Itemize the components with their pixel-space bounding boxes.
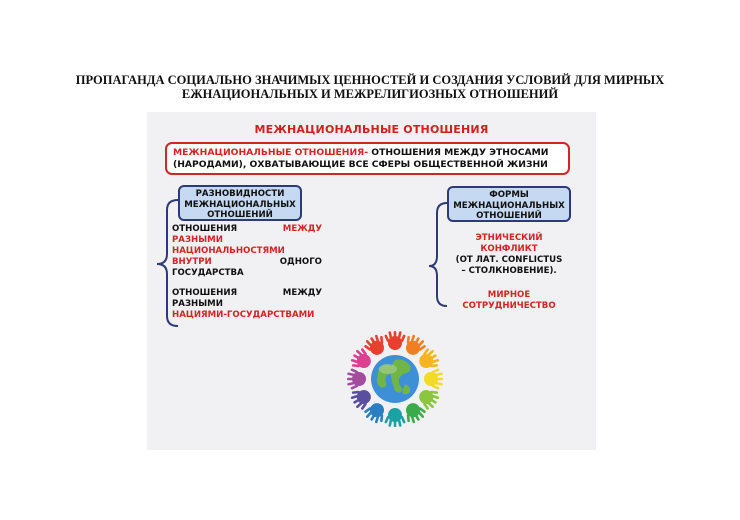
hand-icon [384, 331, 406, 350]
page-title [60, 73, 680, 101]
types-item2-w4: НАЦИЯМИ-ГОСУДАРСТВАМИ [172, 310, 315, 320]
types-item-1 [172, 224, 322, 279]
types-box [178, 185, 302, 221]
forms-title-line1: ФОРМЫ [489, 190, 529, 200]
hand-icon [424, 368, 443, 390]
types-item1-w1: ОТНОШЕНИЯ [172, 224, 238, 234]
types-item1-w2: МЕЖДУ [282, 224, 322, 234]
hand-icon [384, 408, 406, 427]
forms-item2-line1: МИРНОЕ [487, 290, 531, 300]
forms-item1-line2: КОНФЛИКТ [480, 244, 538, 254]
types-item1-w7: ГОСУДАРСТВА [172, 268, 244, 278]
types-title-line1: РАЗНОВИДНОСТИ [195, 189, 285, 199]
types-item-2 [172, 288, 322, 321]
page-title-line1: ПРОПАГАНДА СОЦИАЛЬНО ЗНАЧИМЫХ ЦЕННОСТЕЙ И СОЗДАНИЯ УСЛОВИЙ ДЛЯ МИРНЫХ [75, 73, 665, 87]
forms-item-cooperation [447, 290, 571, 312]
globe-with-hands-icon [335, 322, 455, 437]
types-item1-w6: ОДНОГО [279, 257, 322, 267]
types-item2-w3: РАЗНЫМИ [172, 299, 223, 309]
forms-item1-note-line1: (ОТ ЛАТ. CONFLICTUS [455, 255, 563, 265]
definition-text-line1: ОТНОШЕНИЯ МЕЖДУ ЭТНОСАМИ [368, 147, 549, 158]
types-item2-w2: МЕЖДУ [282, 288, 322, 298]
diagram-panel [147, 112, 596, 450]
right-bracket [429, 203, 447, 306]
definition-text-line2: (НАРОДАМИ), ОХВАТЫВАЮЩИЕ ВСЕ СФЕРЫ ОБЩЕСТВЕННОЙ ЖИЗНИ [173, 159, 548, 170]
globe-highlight [379, 364, 397, 374]
hand-icon [347, 368, 366, 390]
types-item2-w1: ОТНОШЕНИЯ [172, 288, 238, 298]
forms-box [447, 186, 571, 222]
types-item1-w3: РАЗНЫМИ [172, 235, 223, 245]
forms-item2-line2: СОТРУДНИЧЕСТВО [462, 301, 556, 311]
definition-term: МЕЖНАЦИОНАЛЬНЫЕ ОТНОШЕНИЯ- [173, 147, 369, 158]
types-item1-w5: ВНУТРИ [172, 257, 212, 267]
diagram-heading: МЕЖНАЦИОНАЛЬНЫЕ ОТНОШЕНИЯ [254, 123, 489, 136]
forms-item1-line1: ЭТНИЧЕСКИЙ [475, 233, 543, 243]
types-title-line2: МЕЖНАЦИОНАЛЬНЫХ [184, 199, 296, 210]
types-item1-w4: НАЦИОНАЛЬНОСТЯМИ [172, 246, 285, 256]
forms-item1-note-line2: – СТОЛКНОВЕНИЕ). [461, 266, 557, 276]
forms-title-line2: МЕЖНАЦИОНАЛЬНЫХ [453, 200, 565, 211]
page-title-line2: ЕЖНАЦИОНАЛЬНЫХ И МЕЖРЕЛИГИОЗНЫХ ОТНОШЕНИЙ [181, 87, 559, 101]
types-title-line3: ОТНОШЕНИЙ [207, 210, 273, 220]
forms-item-conflict [447, 233, 571, 277]
forms-title-line3: ОТНОШЕНИЙ [476, 211, 542, 221]
